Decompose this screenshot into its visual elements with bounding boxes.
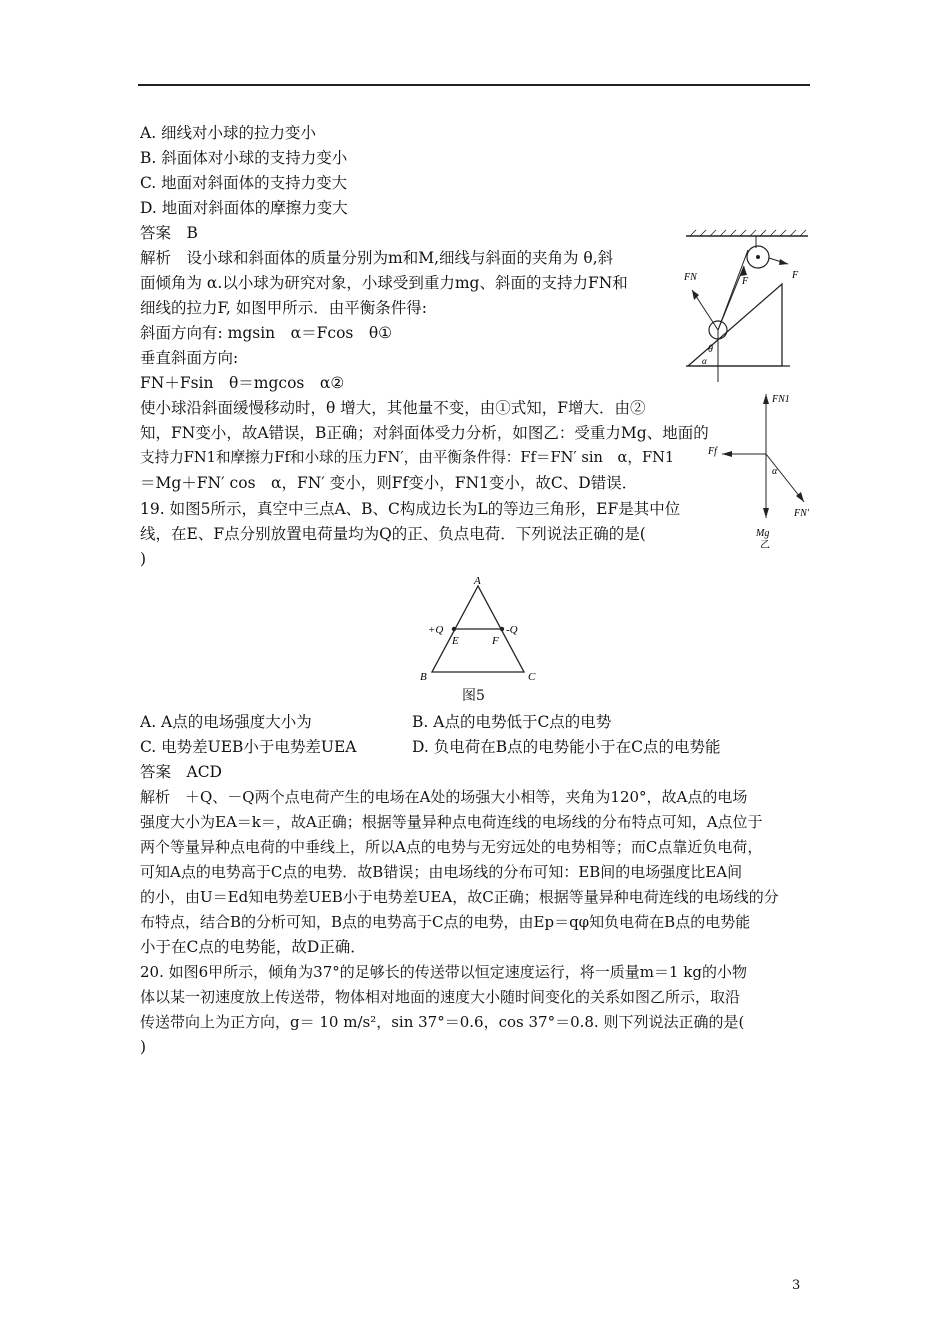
vertex-b: B	[420, 671, 427, 682]
header-rule	[138, 84, 810, 86]
analysis-line: 知，FN变小，故A错误，B正确；对斜面体受力分析，如图乙：受重力Mg、地面的	[140, 424, 709, 442]
q19-option-d: D. 负电荷在B点的电势能小于在C点的电势能	[412, 738, 721, 756]
figure-5-caption: 图5	[462, 688, 485, 704]
label-alpha: α	[772, 466, 778, 477]
analysis-line: 面倾角为 α.以小球为研究对象，小球受到重力mg、斜面的支持力FN和	[140, 274, 628, 292]
analysis-line: 可知A点的电势高于C点的电势．故B错误；由电场线的分布可知：EB间的电场强度比EA间	[140, 863, 743, 881]
figure-5	[418, 574, 548, 682]
analysis-line: 解析 设小球和斜面体的质量分别为m和M,细线与斜面的夹角为 θ,斜	[140, 249, 614, 267]
question-20: 20. 如图6甲所示，倾角为37°的足够长的传送带以恒定速度运行，将一质量m＝1 kg的小物	[140, 963, 747, 981]
analysis-line: 两个等量异种点电荷的中垂线上，所以A点的电势与无穷远处的电势相等；而C点靠近负电荷，	[140, 838, 763, 856]
vertex-a: A	[474, 575, 481, 587]
point-f: F	[492, 635, 499, 647]
answer: 答案 ACD	[140, 763, 222, 781]
q19-option-b: B. A点的电势低于C点的电势	[412, 713, 612, 731]
q19-option-c: C. 电势差UEB小于电势差UEA	[140, 738, 357, 756]
caption-yi: 乙	[760, 540, 770, 548]
option-d: D. 地面对斜面体的摩擦力变大	[140, 199, 348, 217]
point-e: E	[452, 635, 459, 647]
answer: 答案 B	[140, 224, 198, 242]
analysis-line: 强度大小为EA＝k＝，故A正确；根据等量异种点电荷连线的电场线的分布特点可知，A点位于	[140, 813, 763, 831]
figure-jia	[678, 226, 812, 386]
label-f: F	[742, 276, 749, 287]
question-19: 线，在E、F点分别放置电荷量均为Q的正、负点电荷．下列说法正确的是(	[140, 525, 646, 543]
analysis-line: 布特点，结合B的分析可知，B点的电势高于C点的电势，由Ep＝qφ知负电荷在B点的电势能	[140, 913, 751, 931]
analysis-line: 的小，由U＝Ed知电势差UEB小于电势差UEA，故C正确；根据等量异种电荷连线的电场线的分	[140, 888, 779, 906]
analysis-line: 小于在C点的电势能，故D正确．	[140, 938, 366, 956]
label-theta: θ	[708, 344, 713, 355]
analysis-line: 支持力FN1和摩擦力Ff和小球的压力FN′，由平衡条件得：Ff＝FN′ sin α，FN1	[140, 449, 675, 466]
label-fn-prime: FN′	[794, 508, 809, 519]
vertex-c: C	[528, 671, 536, 682]
question-20: 体以某一初速度放上传送带，物体相对地面的速度大小随时间变化的关系如图乙所示，取沿	[140, 988, 741, 1006]
label-ff: Ff	[708, 446, 717, 457]
page-number: 3	[792, 1278, 801, 1293]
figure-yi	[700, 388, 824, 548]
label-fn1: FN1	[772, 394, 790, 405]
analysis-line: 垂直斜面方向:	[140, 349, 239, 367]
option-c: C. 地面对斜面体的支持力变大	[140, 174, 348, 192]
analysis-line: ＝Mg＋FN′ cos α，FN′ 变小，则Ff变小，FN1变小，故C、D错误．	[140, 474, 638, 492]
label-fn: FN	[684, 272, 697, 283]
question-20-paren: )	[140, 1038, 147, 1056]
analysis-line: 使小球沿斜面缓慢移动时，θ 增大，其他量不变，由①式知，F增大．由②	[140, 399, 646, 417]
option-a: A. 细线对小球的拉力变小	[140, 124, 317, 142]
question-20: 传送带向上为正方向，g＝ 10 m/s²，sin 37°＝0.6，cos 37°＝0.8. 则下列说法正确的是(	[140, 1013, 745, 1031]
question-19: 19. 如图5所示，真空中三点A、B、C构成边长为L的等边三角形，EF是其中位	[140, 500, 681, 518]
option-b: B. 斜面体对小球的支持力变小	[140, 149, 348, 167]
equation-1: 斜面方向有: mgsin α＝Fcos θ①	[140, 324, 393, 342]
charge-minus-q: -Q	[506, 624, 518, 636]
question-19-paren: )	[140, 550, 147, 568]
analysis-line: 细线的拉力F, 如图甲所示．由平衡条件得:	[140, 299, 427, 317]
charge-plus-q: +Q	[428, 624, 444, 636]
label-alpha: α	[702, 356, 707, 366]
label-mg: Mg	[756, 528, 770, 539]
equation-2: FN＋Fsin θ＝mgcos α②	[140, 374, 345, 392]
q19-option-a: A. A点的电场强度大小为	[140, 713, 312, 731]
analysis-line: 解析 ＋Q、－Q两个点电荷产生的电场在A处的场强大小相等，夹角为120°，故A点的电场	[140, 788, 748, 806]
label-f: F	[792, 270, 799, 281]
